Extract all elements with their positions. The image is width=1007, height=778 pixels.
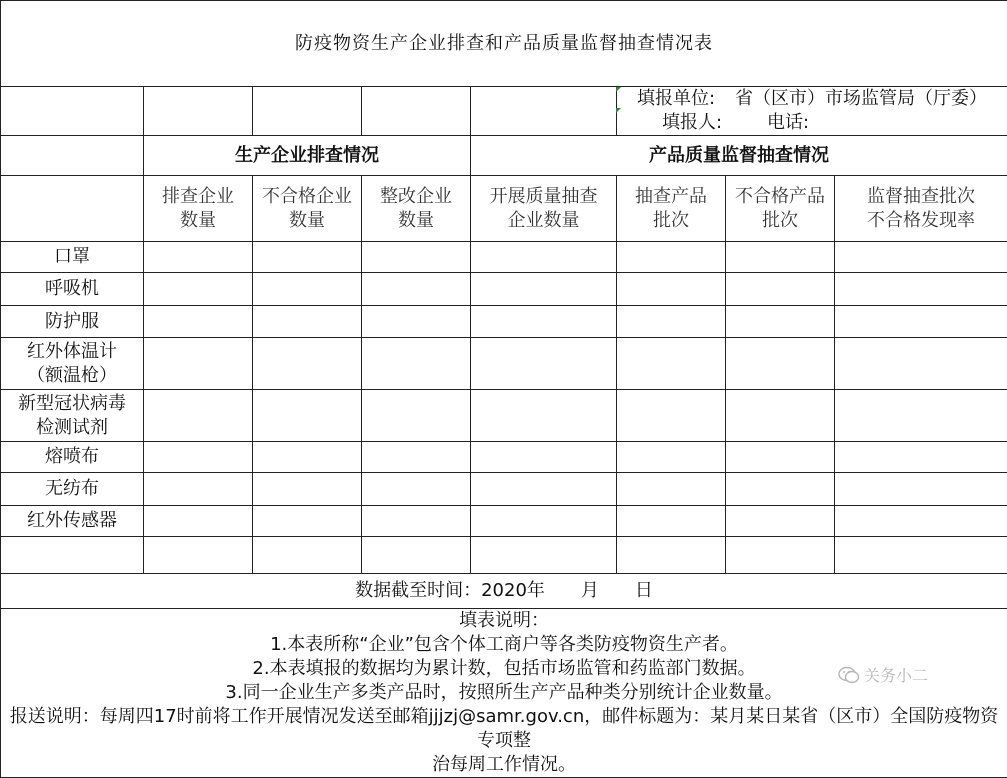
note-line: 3.同一企业生产多类产品时，按照所生产产品种类分别统计企业数量。 — [1, 681, 1007, 705]
data-cell[interactable] — [144, 390, 253, 442]
data-cell[interactable] — [471, 473, 617, 506]
column-header-line: 监督抽查批次 — [835, 185, 1007, 209]
data-cell[interactable] — [362, 242, 471, 273]
column-header-line: 不合格企业 — [253, 185, 361, 209]
data-cell[interactable] — [617, 306, 726, 338]
person-label: 填报人: — [617, 111, 767, 135]
page-title: 防疫物资生产企业排查和产品质量监督抽查情况表 — [1, 1, 1007, 87]
row-label — [1, 442, 144, 473]
column-header — [835, 176, 1007, 242]
data-cell[interactable] — [835, 473, 1007, 506]
data-cell[interactable] — [617, 537, 726, 574]
row-label-line: 红外传感器 — [1, 509, 143, 533]
group-quality: 产品质量监督抽查情况 — [471, 136, 1007, 176]
column-header — [617, 176, 726, 242]
row-label — [1, 473, 144, 506]
cell-note-marker — [616, 108, 621, 113]
unit-label: 填报单位: — [617, 87, 735, 111]
row-label-line: 熔喷布 — [1, 445, 143, 469]
data-cell[interactable] — [726, 242, 835, 273]
data-cell[interactable] — [362, 473, 471, 506]
data-cell[interactable] — [144, 537, 253, 574]
data-cell[interactable] — [253, 390, 362, 442]
row-label — [1, 338, 144, 390]
column-header-row — [1, 176, 1007, 242]
note-line: 填表说明： — [1, 609, 1007, 633]
data-cell[interactable] — [253, 242, 362, 273]
table-row — [1, 273, 1007, 306]
column-header-line: 企业数量 — [471, 209, 616, 233]
notes-block — [1, 609, 1007, 778]
column-header-line: 批次 — [617, 209, 725, 233]
data-cell[interactable] — [144, 306, 253, 338]
column-header-line: 整改企业 — [362, 185, 470, 209]
row-label-line: 口罩 — [1, 245, 143, 269]
data-cell[interactable] — [362, 273, 471, 306]
blank-cell[interactable] — [1, 176, 144, 242]
row-label-line: 无纺布 — [1, 477, 143, 501]
data-cell[interactable] — [726, 273, 835, 306]
wechat-icon — [838, 666, 860, 684]
data-cell[interactable] — [253, 506, 362, 537]
table-row — [1, 306, 1007, 338]
row-label — [1, 306, 144, 338]
data-cell[interactable] — [144, 338, 253, 390]
data-cell[interactable] — [835, 442, 1007, 473]
row-label-line: 防护服 — [1, 310, 143, 334]
data-cell[interactable] — [362, 338, 471, 390]
data-cell[interactable] — [471, 306, 617, 338]
data-cell[interactable] — [144, 473, 253, 506]
data-cell[interactable] — [362, 537, 471, 574]
data-cell[interactable] — [253, 338, 362, 390]
data-cell[interactable] — [144, 506, 253, 537]
data-cell[interactable] — [617, 442, 726, 473]
row-label-line: 检测试剂 — [1, 416, 143, 440]
row-label — [1, 273, 144, 306]
table-row — [1, 506, 1007, 537]
data-cell[interactable] — [617, 273, 726, 306]
data-cell[interactable] — [726, 506, 835, 537]
data-cell[interactable] — [362, 306, 471, 338]
note-line: 2.本表填报的数据均为累计数，包括市场监管和药监部门数据。 — [1, 657, 1007, 681]
column-header-line: 排查企业 — [144, 185, 252, 209]
table-row — [1, 338, 1007, 390]
watermark-text: 关务小二 — [864, 663, 928, 686]
cell-note-marker — [616, 87, 621, 92]
data-cell[interactable] — [617, 506, 726, 537]
row-label — [1, 242, 144, 273]
data-cell[interactable] — [471, 506, 617, 537]
data-cell[interactable] — [362, 390, 471, 442]
data-cell[interactable] — [835, 506, 1007, 537]
phone-label: 电话: — [767, 111, 809, 135]
row-label-line: 红外体温计 — [1, 340, 143, 364]
data-cell[interactable] — [144, 273, 253, 306]
column-header — [253, 176, 362, 242]
data-cell[interactable] — [726, 442, 835, 473]
row-label-line: （额温枪） — [1, 364, 143, 388]
row-label — [1, 390, 144, 442]
table-row — [1, 473, 1007, 506]
data-cell[interactable] — [835, 390, 1007, 442]
data-cell[interactable] — [617, 242, 726, 273]
data-cell[interactable] — [835, 273, 1007, 306]
data-cell[interactable] — [471, 338, 617, 390]
data-cell[interactable] — [471, 442, 617, 473]
column-header-line: 批次 — [726, 209, 834, 233]
data-cell[interactable] — [726, 338, 835, 390]
blank-cell[interactable] — [471, 87, 617, 136]
data-cell[interactable] — [835, 242, 1007, 273]
data-cell[interactable] — [253, 306, 362, 338]
blank-cell[interactable] — [253, 87, 362, 136]
data-cell[interactable] — [726, 473, 835, 506]
row-label-line: 呼吸机 — [1, 277, 143, 301]
table-row — [1, 442, 1007, 473]
column-header — [362, 176, 471, 242]
data-cell[interactable] — [471, 537, 617, 574]
data-cell[interactable] — [471, 242, 617, 273]
blank-cell[interactable] — [362, 87, 471, 136]
group-production: 生产企业排查情况 — [144, 136, 471, 176]
row-label — [1, 537, 144, 574]
row-label — [1, 506, 144, 537]
data-cell[interactable] — [726, 306, 835, 338]
note-line: 1.本表所称“企业”包含个体工商户等各类防疫物资生产者。 — [1, 633, 1007, 657]
table-row — [1, 390, 1007, 442]
blank-cell[interactable] — [1, 136, 144, 176]
column-header-line: 数量 — [144, 209, 252, 233]
column-header-line: 不合格发现率 — [835, 209, 1007, 233]
data-cell[interactable] — [144, 242, 253, 273]
data-cell[interactable] — [362, 506, 471, 537]
data-cell[interactable] — [253, 273, 362, 306]
data-cell[interactable] — [471, 390, 617, 442]
blank-cell[interactable] — [144, 87, 253, 136]
data-cell[interactable] — [726, 390, 835, 442]
data-cell[interactable] — [726, 537, 835, 574]
column-header — [471, 176, 617, 242]
note-line: 治每周工作情况。 — [1, 753, 1007, 777]
data-cell[interactable] — [362, 442, 471, 473]
data-cell[interactable] — [617, 338, 726, 390]
column-header-line: 开展质量抽查 — [471, 185, 616, 209]
note-line: 报送说明：每周四17时前将工作开展情况发送至邮箱jjjzj@samr.gov.cn，邮件标题为：某月某日某省（区市）全国防疫物资专项整 — [1, 705, 1007, 753]
table-row — [1, 537, 1007, 574]
column-header-line: 数量 — [253, 209, 361, 233]
column-header-line: 抽查产品 — [617, 185, 725, 209]
column-header — [144, 176, 253, 242]
date-line: 数据截至时间：2020年 月 日 — [1, 574, 1007, 609]
unit-value: 省（区市）市场监管局（厅委） — [735, 87, 987, 111]
table-row — [1, 242, 1007, 273]
data-cell[interactable] — [617, 473, 726, 506]
data-cell[interactable] — [253, 537, 362, 574]
fill-info-cell[interactable] — [617, 87, 1007, 136]
data-cell[interactable] — [835, 537, 1007, 574]
data-cell[interactable] — [471, 273, 617, 306]
watermark — [838, 663, 928, 686]
data-cell[interactable] — [144, 442, 253, 473]
blank-cell[interactable] — [1, 87, 144, 136]
column-header-line: 数量 — [362, 209, 470, 233]
column-header — [726, 176, 835, 242]
row-label-line: 新型冠状病毒 — [1, 392, 143, 416]
data-cell[interactable] — [253, 473, 362, 506]
data-cell[interactable] — [835, 306, 1007, 338]
data-cell[interactable] — [617, 390, 726, 442]
data-cell[interactable] — [835, 338, 1007, 390]
column-header-line: 不合格产品 — [726, 185, 834, 209]
data-cell[interactable] — [253, 442, 362, 473]
